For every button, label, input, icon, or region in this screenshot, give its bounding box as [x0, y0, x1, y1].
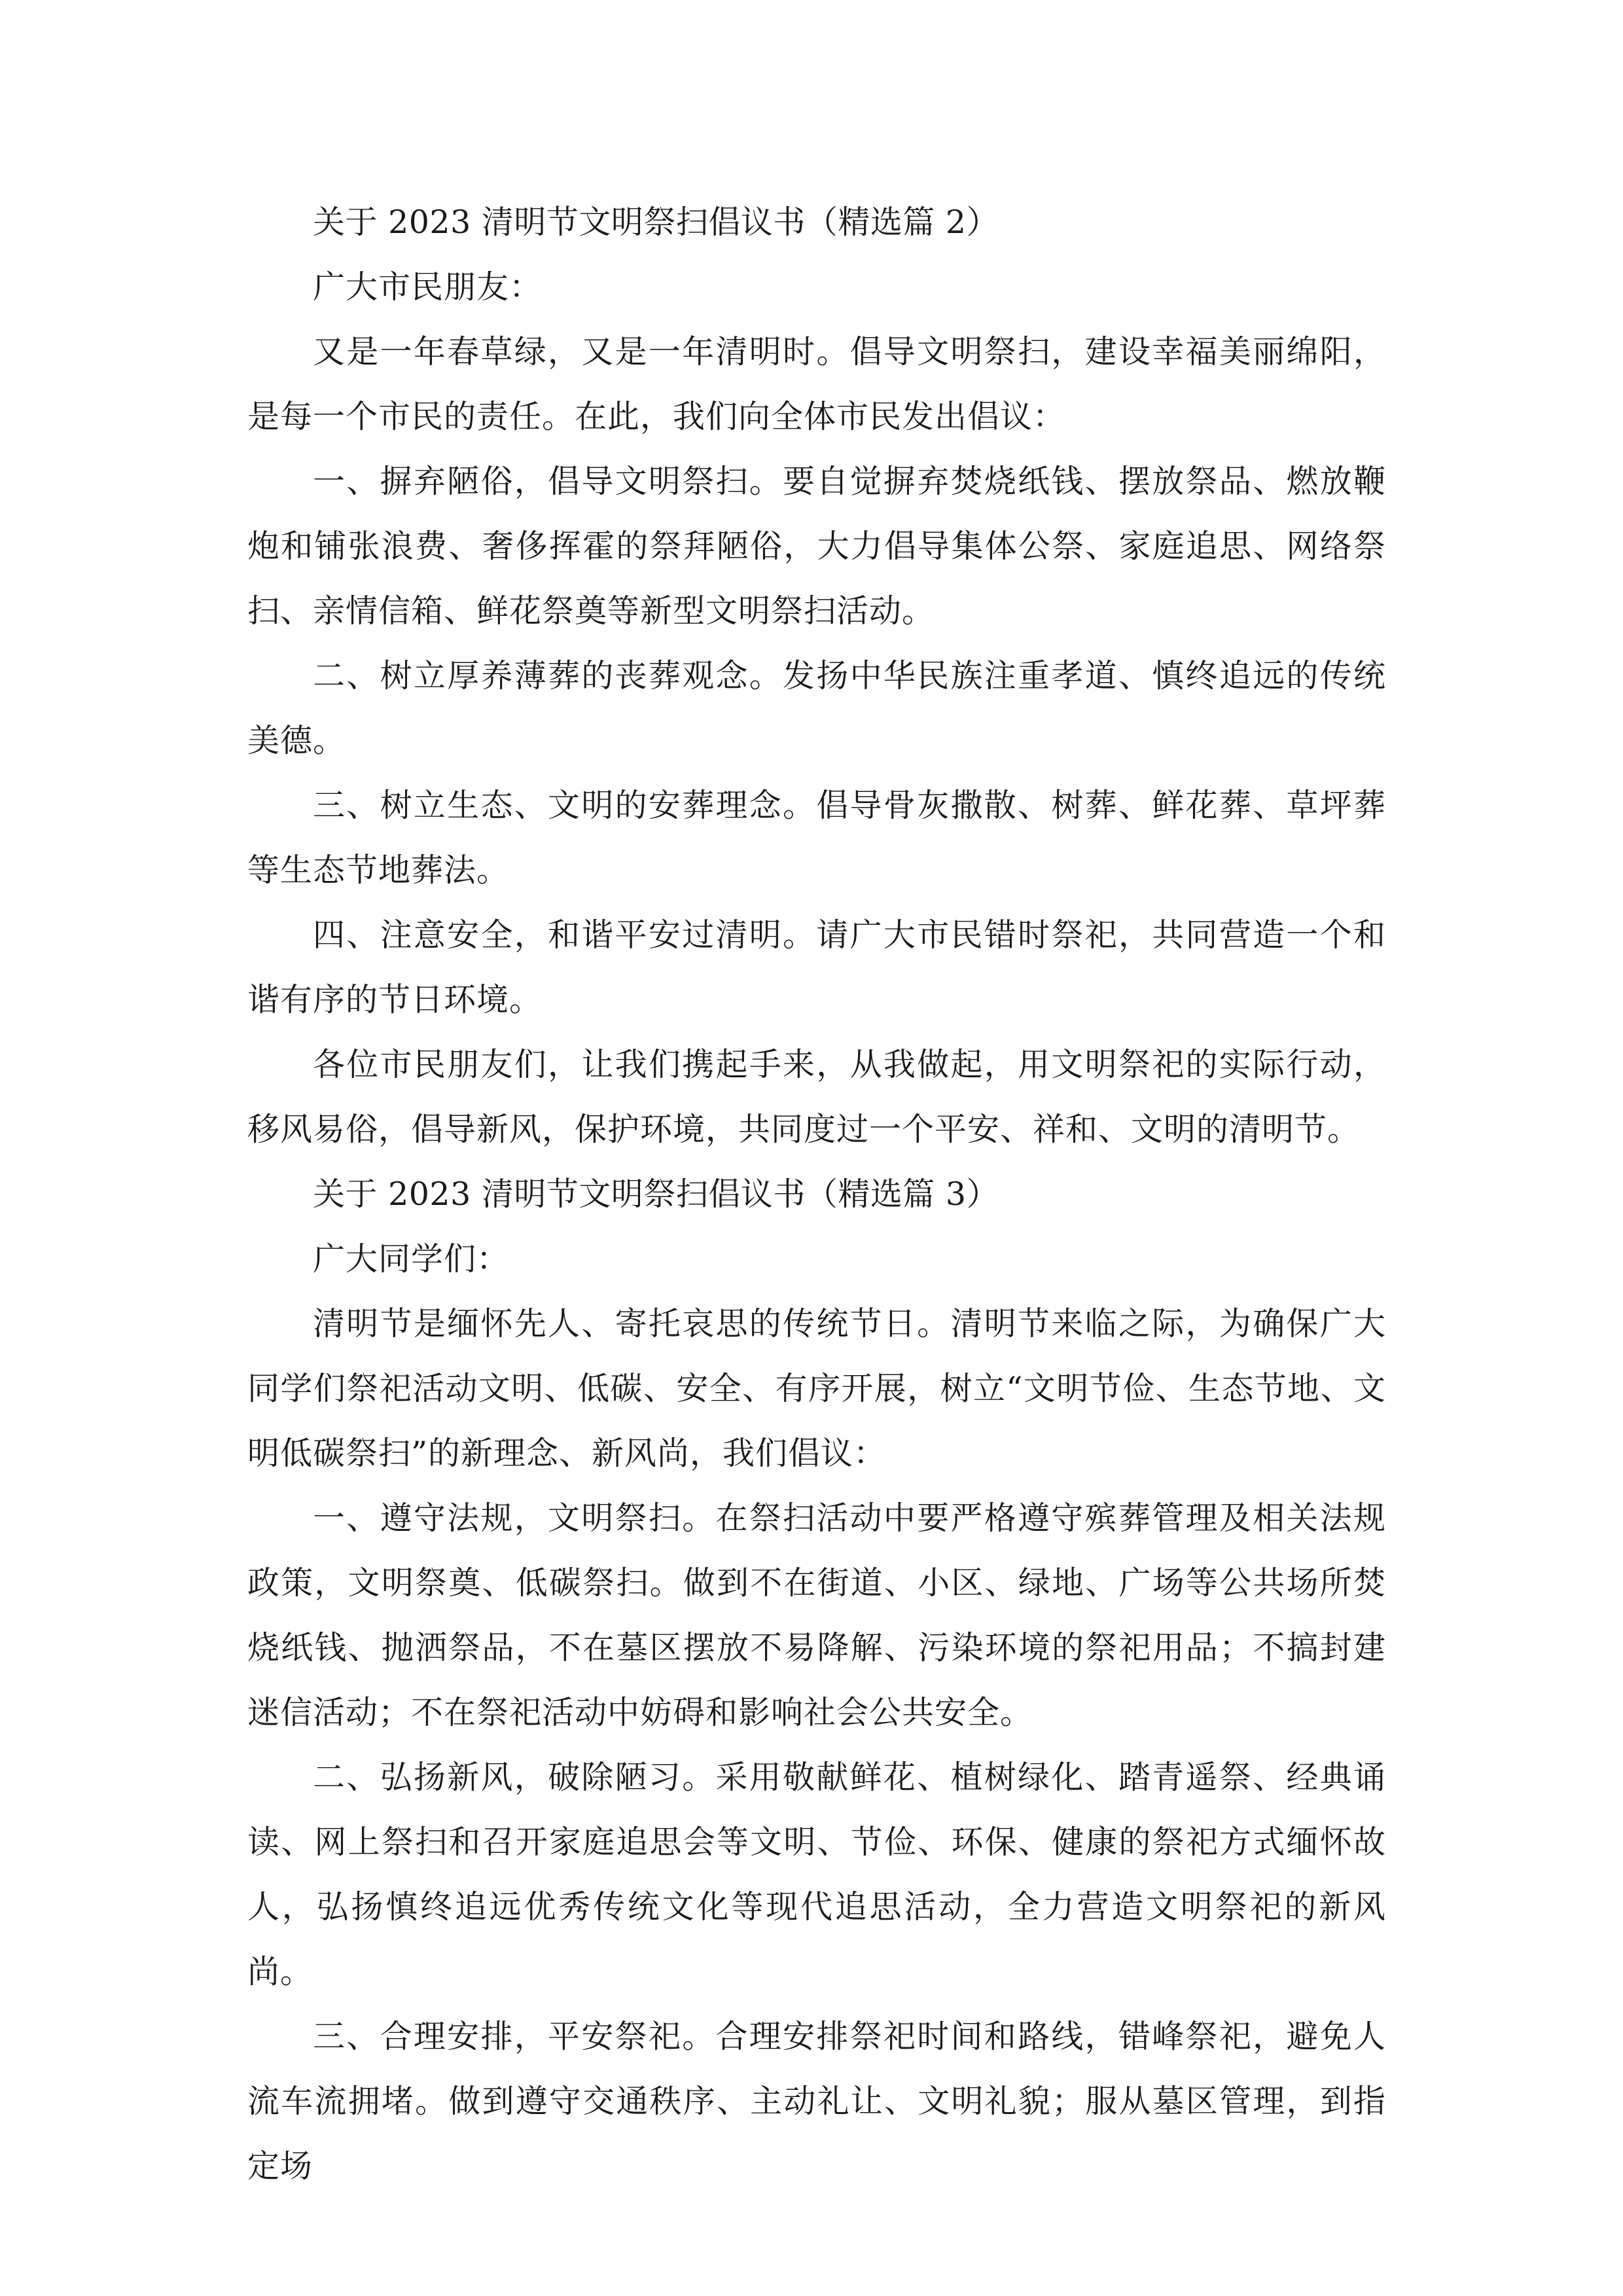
document-body — [247, 190, 1386, 2198]
section-2-salutation: 广大市民朋友： — [313, 268, 543, 306]
section-3-title: 关于 2023 清明节文明祭扫倡议书（精选篇 3） — [313, 1175, 999, 1213]
section-2-paragraph: 一、摒弃陋俗，倡导文明祭扫。要自觉摒弃焚烧纸钱、摆放祭品、燃放鞭炮和铺张浪费、奢侈挥霍的祭拜陋俗，大力倡导集体公祭、家庭追思、网络祭扫、亲情信箱、鲜花祭奠等新型文明祭扫活动。 — [247, 463, 1386, 630]
section-2-paragraph: 又是一年春草绿，又是一年清明时。倡导文明祭扫，建设幸福美丽绵阳，是每一个市民的责任。在此，我们向全体市民发出倡议： — [247, 333, 1386, 435]
section-3-salutation: 广大同学们： — [313, 1240, 510, 1278]
section-2-paragraph: 四、注意安全，和谐平安过清明。请广大市民错时祭祀，共同营造一个和谐有序的节日环境。 — [247, 916, 1386, 1018]
section-2-paragraph: 二、树立厚养薄葬的丧葬观念。发扬中华民族注重孝道、慎终追远的传统美德。 — [247, 657, 1386, 759]
section-2-paragraph: 各位市民朋友们，让我们携起手来，从我做起，用文明祭祀的实际行动，移风易俗，倡导新风，保护环境，共同度过一个平安、祥和、文明的清明节。 — [247, 1046, 1386, 1148]
section-3-paragraph: 清明节是缅怀先人、寄托哀思的传统节日。清明节来临之际，为确保广大同学们祭祀活动文明、低碳、安全、有序开展，树立“文明节俭、生态节地、文明低碳祭扫”的新理念、新风尚，我们倡议： — [247, 1305, 1386, 1472]
section-2-title: 关于 2023 清明节文明祭扫倡议书（精选篇 2） — [313, 204, 999, 241]
section-3-paragraph: 二、弘扬新风，破除陋习。采用敬献鲜花、植树绿化、踏青遥祭、经典诵读、网上祭扫和召开家庭追思会等文明、节俭、环保、健康的祭祀方式缅怀故人，弘扬慎终追远优秀传统文化等现代追思活动，全力营造文明祭祀的新风尚。 — [247, 1759, 1386, 1990]
section-2-paragraph: 三、树立生态、文明的安葬理念。倡导骨灰撒散、树葬、鲜花葬、草坪葬等生态节地葬法。 — [247, 787, 1386, 889]
section-3-paragraph: 一、遵守法规，文明祭扫。在祭扫活动中要严格遵守殡葬管理及相关法规政策，文明祭奠、低碳祭扫。做到不在街道、小区、绿地、广场等公共场所焚烧纸钱、抛洒祭品，不在墓区摆放不易降解、污染环境的祭祀用品；不搞封建迷信活动；不在祭祀活动中妨碍和影响社会公共安全。 — [247, 1499, 1386, 1731]
section-3-paragraph: 三、合理安排，平安祭祀。合理安排祭祀时间和路线，错峰祭祀，避免人流车流拥堵。做到遵守交通秩序、主动礼让、文明礼貌；服从墓区管理，到指定场 — [247, 2018, 1386, 2185]
